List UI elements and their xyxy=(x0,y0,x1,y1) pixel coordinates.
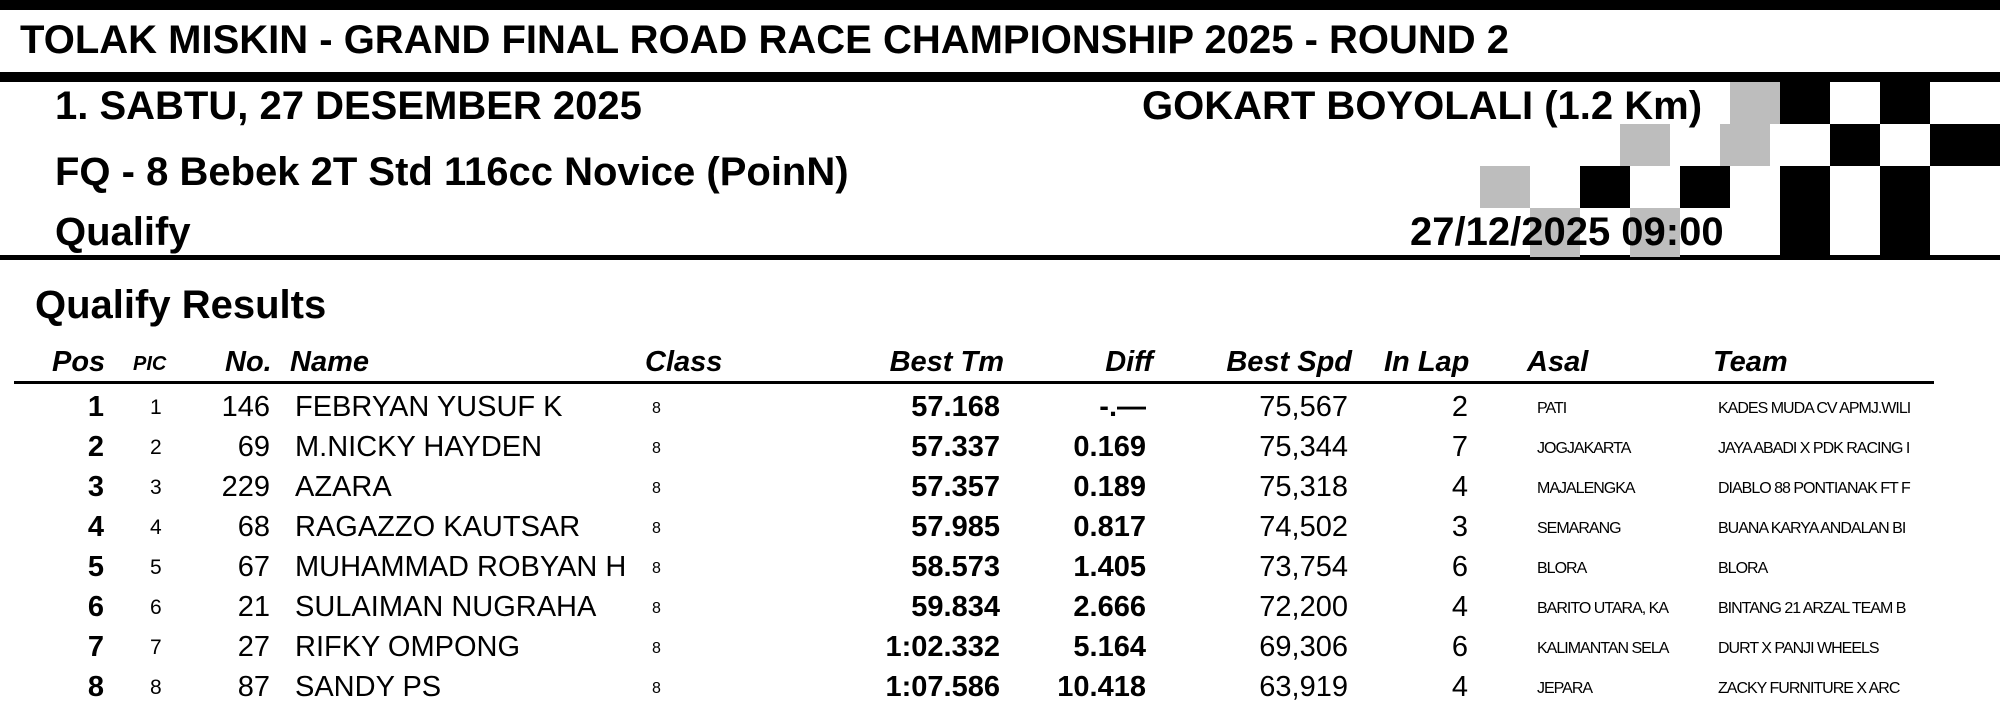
best-time: 57.337 xyxy=(911,431,1000,463)
diff: 10.418 xyxy=(1057,671,1146,703)
rider-name: SANDY PS xyxy=(295,671,442,703)
class: 8 xyxy=(652,640,661,657)
rider-name: FEBRYAN YUSUF K xyxy=(295,391,563,423)
title-rule xyxy=(0,72,2000,82)
venue: GOKART BOYOLALI (1.2 Km) xyxy=(1142,84,1703,128)
event-date-line: 1. SABTU, 27 DESEMBER 2025 xyxy=(55,84,642,128)
pos: 2 xyxy=(87,431,104,463)
diff: -.— xyxy=(1099,391,1146,423)
best-time: 59.834 xyxy=(911,591,1000,623)
asal: JEPARA xyxy=(1537,680,1593,697)
best-speed: 63,919 xyxy=(1259,671,1348,703)
asal: BLORA xyxy=(1537,560,1587,577)
in-lap: 4 xyxy=(1451,591,1468,623)
session-name: Qualify xyxy=(55,210,191,254)
team: BLORA xyxy=(1718,560,1768,577)
pic: 1 xyxy=(150,396,162,419)
pic: 5 xyxy=(150,556,162,579)
asal: SEMARANG xyxy=(1537,520,1621,537)
team: BUANA KARYA ANDALAN BI xyxy=(1718,520,1906,537)
race-number: 229 xyxy=(221,471,270,503)
header-underline xyxy=(14,381,1934,384)
race-number: 87 xyxy=(237,671,270,703)
top-rule xyxy=(0,0,2000,10)
table-row xyxy=(0,511,2000,551)
diff: 1.405 xyxy=(1073,551,1146,583)
team: KADES MUDA CV APMJ.WILI xyxy=(1718,400,1911,417)
pos: 8 xyxy=(87,671,104,703)
in-lap: 6 xyxy=(1451,551,1468,583)
pos: 7 xyxy=(87,631,104,663)
in-lap: 4 xyxy=(1451,471,1468,503)
pos: 1 xyxy=(87,391,104,423)
team: ZACKY FURNITURE X ARC xyxy=(1718,680,1900,697)
class: 8 xyxy=(652,560,661,577)
col-best-tm: Best Tm xyxy=(889,346,1004,378)
pic: 4 xyxy=(150,516,162,539)
pos: 5 xyxy=(87,551,104,583)
best-time: 57.357 xyxy=(911,471,1000,503)
col-in-lap: In Lap xyxy=(1384,346,1470,378)
col-best-spd: Best Spd xyxy=(1226,346,1352,378)
table-row xyxy=(0,631,2000,671)
best-speed: 73,754 xyxy=(1259,551,1348,583)
race-number: 21 xyxy=(237,591,270,623)
class: 8 xyxy=(652,400,661,417)
pos: 4 xyxy=(87,511,104,543)
diff: 5.164 xyxy=(1073,631,1146,663)
best-speed: 75,567 xyxy=(1259,391,1348,423)
best-time: 1:07.586 xyxy=(885,671,1000,703)
diff: 2.666 xyxy=(1073,591,1146,623)
race-number: 67 xyxy=(237,551,270,583)
pic: 6 xyxy=(150,596,162,619)
race-number: 68 xyxy=(237,511,270,543)
best-time: 1:02.332 xyxy=(885,631,1000,663)
pos: 6 xyxy=(87,591,104,623)
table-row xyxy=(0,431,2000,471)
table-row xyxy=(0,391,2000,431)
class: 8 xyxy=(652,680,661,697)
best-time: 57.985 xyxy=(911,511,1000,543)
col-team: Team xyxy=(1713,346,1788,378)
best-time: 58.573 xyxy=(911,551,1000,583)
col-pos: Pos xyxy=(52,346,106,378)
class: 8 xyxy=(652,440,661,457)
best-speed: 74,502 xyxy=(1259,511,1348,543)
diff: 0.189 xyxy=(1073,471,1146,503)
asal: KALIMANTAN SELA xyxy=(1537,640,1669,657)
pic: 7 xyxy=(150,636,162,659)
class: 8 xyxy=(652,480,661,497)
best-speed: 69,306 xyxy=(1259,631,1348,663)
col-pic: PIC xyxy=(133,353,167,375)
diff: 0.169 xyxy=(1073,431,1146,463)
rider-name: SULAIMAN NUGRAHA xyxy=(295,591,597,623)
race-number: 27 xyxy=(237,631,270,663)
rider-name: AZARA xyxy=(295,471,392,503)
in-lap: 6 xyxy=(1451,631,1468,663)
rider-name: M.NICKY HAYDEN xyxy=(295,431,543,463)
class: 8 xyxy=(652,600,661,617)
table-row xyxy=(0,471,2000,511)
class: 8 xyxy=(652,520,661,537)
col-no: No. xyxy=(225,346,272,378)
best-speed: 75,318 xyxy=(1259,471,1348,503)
in-lap: 7 xyxy=(1451,431,1468,463)
in-lap: 3 xyxy=(1451,511,1468,543)
best-speed: 72,200 xyxy=(1259,591,1348,623)
table-row xyxy=(0,671,2000,711)
col-name: Name xyxy=(290,346,369,378)
table-row xyxy=(0,551,2000,591)
pic: 8 xyxy=(150,676,162,699)
asal: PATI xyxy=(1537,400,1567,417)
team: DURT X PANJI WHEELS xyxy=(1718,640,1879,657)
team: DIABLO 88 PONTIANAK FT F xyxy=(1718,480,1910,497)
rider-name: MUHAMMAD ROBYAN H xyxy=(295,551,627,583)
team: JAYA ABADI X PDK RACING I xyxy=(1718,440,1910,457)
pic: 3 xyxy=(150,476,162,499)
best-time: 57.168 xyxy=(911,391,1000,423)
col-asal: Asal xyxy=(1527,346,1589,378)
rider-name: RAGAZZO KAUTSAR xyxy=(295,511,581,543)
diff: 0.817 xyxy=(1073,511,1146,543)
session-datetime: 27/12/2025 09:00 xyxy=(1410,210,1724,254)
rider-name: RIFKY OMPONG xyxy=(295,631,521,663)
event-title: TOLAK MISKIN - GRAND FINAL ROAD RACE CHAMPIONSHIP 2025 - ROUND 2 xyxy=(20,18,1510,62)
pos: 3 xyxy=(87,471,104,503)
race-class-line: FQ - 8 Bebek 2T Std 116cc Novice (PoinN) xyxy=(55,150,849,194)
col-diff: Diff xyxy=(1105,346,1153,378)
race-number: 146 xyxy=(221,391,270,423)
in-lap: 2 xyxy=(1451,391,1468,423)
best-speed: 75,344 xyxy=(1259,431,1348,463)
col-class: Class xyxy=(645,346,723,378)
in-lap: 4 xyxy=(1451,671,1468,703)
pic: 2 xyxy=(150,436,162,459)
results-heading: Qualify Results xyxy=(35,283,327,327)
race-number: 69 xyxy=(237,431,270,463)
asal: MAJALENGKA xyxy=(1537,480,1635,497)
asal: BARITO UTARA, KA xyxy=(1537,600,1668,617)
table-row xyxy=(0,591,2000,631)
asal: JOGJAKARTA xyxy=(1537,440,1631,457)
team: BINTANG 21 ARZAL TEAM B xyxy=(1718,600,1906,617)
